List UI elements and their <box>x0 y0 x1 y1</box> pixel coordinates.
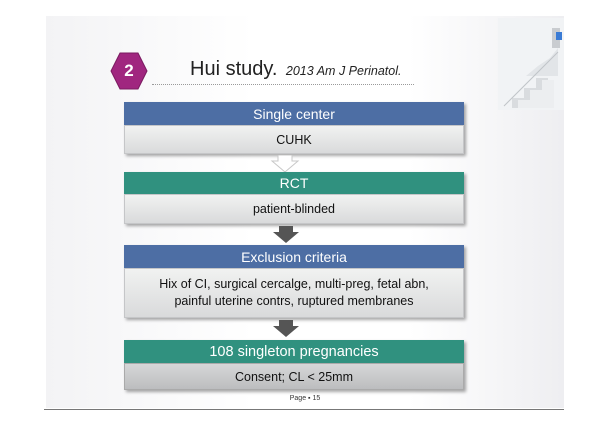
down-arrow-icon <box>271 320 301 338</box>
flow-header: RCT <box>124 172 464 194</box>
flow-body <box>124 268 464 318</box>
title-divider <box>152 84 414 85</box>
flow-box-single-center <box>124 102 464 154</box>
title-text: Hui study. <box>190 58 278 80</box>
down-arrow-icon <box>271 226 301 244</box>
slide-title <box>190 58 401 81</box>
flow-header: 108 singleton pregnancies <box>124 340 464 363</box>
badge-number: 2 <box>124 61 134 80</box>
title-citation: 2013 Am J Perinatol. <box>285 64 402 78</box>
flow-body-line: painful uterine contrs, ruptured membranes <box>174 294 414 308</box>
flow-header: Single center <box>124 102 464 125</box>
flow-body: Consent; CL < 25mm <box>124 363 464 390</box>
page-number: Page ▪ 15 <box>289 395 321 402</box>
flow-box-exclusion-criteria <box>124 245 464 318</box>
flow-body: CUHK <box>124 125 464 154</box>
flow-body: patient-blinded <box>124 194 464 224</box>
stairs-icon <box>498 18 564 110</box>
flow-box-singleton-pregnancies <box>124 340 464 390</box>
flow-box-rct <box>124 172 464 224</box>
down-arrow-icon <box>270 155 300 173</box>
flow-body-line: Hix of CI, surgical cercalge, multi-preg, fetal abn, <box>159 277 429 291</box>
slide-bottom-border <box>44 409 564 410</box>
flow-header: Exclusion criteria <box>124 245 464 268</box>
slide-number-badge <box>110 52 148 90</box>
